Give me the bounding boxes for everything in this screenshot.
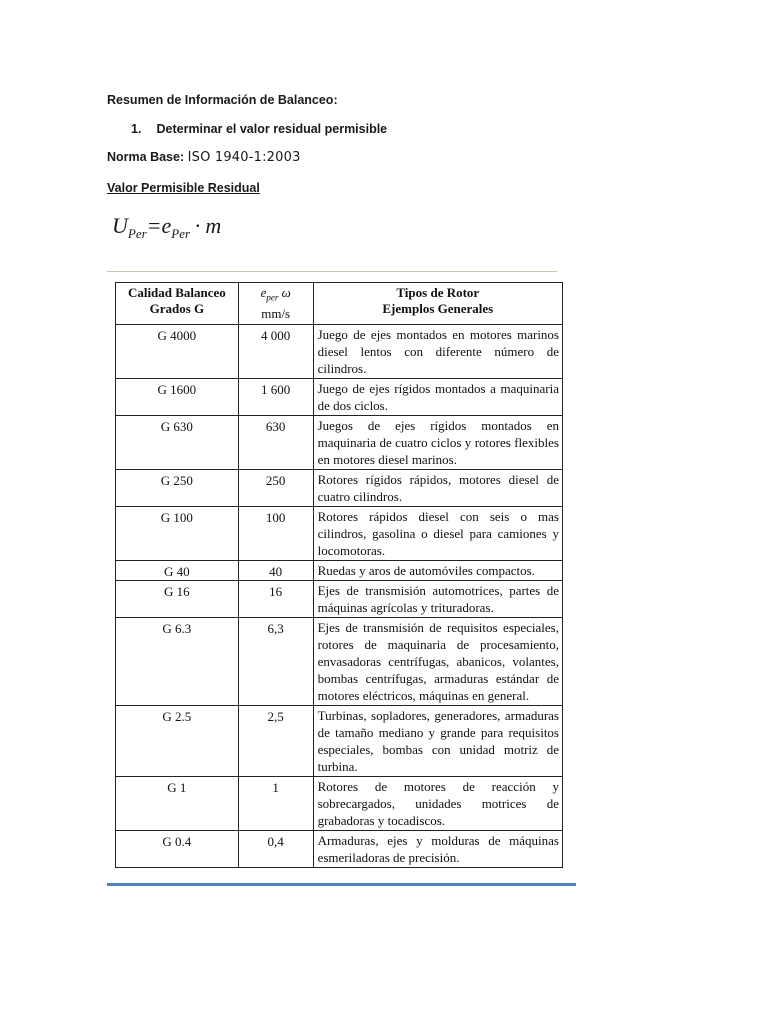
summary-heading: Resumen de Información de Balanceo: (107, 93, 338, 107)
formula-e: e (161, 213, 172, 238)
value-cell: 1 (238, 776, 313, 830)
grade-cell: G 1600 (116, 378, 239, 415)
list-item-text: Determinar el valor residual permisible (156, 122, 388, 136)
header-types-line2: Ejemplos Generales (382, 301, 494, 316)
list-number: 1. (131, 122, 142, 136)
residual-formula: $U_{Per}=e_{Per} \cdot m$ (112, 213, 222, 241)
value-cell: 1 600 (238, 378, 313, 415)
balance-grade-table (115, 282, 563, 868)
value-cell: 630 (238, 415, 313, 469)
description-cell: Ejes de transmisión automotrices, partes de máquinas agrícolas y trituradoras. (313, 580, 562, 617)
description-cell: Rotores rígidos rápidos, motores diesel de cuatro cilindros. (313, 469, 562, 506)
value-cell: 250 (238, 469, 313, 506)
grade-cell: G 630 (116, 415, 239, 469)
header-speed (238, 283, 313, 325)
table-row (116, 776, 563, 830)
table-row (116, 415, 563, 469)
description-cell: Juegos de ejes rígidos montados en maquinaria de cuatro ciclos y rotores flexibles en motores diesel marinos. (313, 415, 562, 469)
description-cell: Juego de ejes montados en motores marinos diesel lentos con diferente número de cilindros. (313, 324, 562, 378)
formula-m: m (205, 213, 222, 238)
table-row (116, 830, 563, 867)
table-row (116, 469, 563, 506)
grade-cell: G 4000 (116, 324, 239, 378)
description-cell: Juego de ejes rígidos montados a maquinaria de dos ciclos. (313, 378, 562, 415)
header-grade-line2: Grados G (149, 301, 205, 316)
description-cell: Rotores rápidos diesel con seis o mas cilindros, gasolina o diesel para camiones y locomotoras. (313, 506, 562, 560)
value-cell: 16 (238, 580, 313, 617)
formula-dot: · (194, 213, 202, 238)
list-item-1 (131, 122, 387, 136)
header-speed-line1 (241, 285, 311, 306)
grade-cell: G 0.4 (116, 830, 239, 867)
table-header-row (116, 283, 563, 325)
grade-cell: G 100 (116, 506, 239, 560)
value-cell: 100 (238, 506, 313, 560)
grade-cell: G 16 (116, 580, 239, 617)
formula-e-sub: Per (171, 226, 191, 241)
table-row (116, 506, 563, 560)
header-types-line1: Tipos de Rotor (396, 285, 480, 300)
table-row (116, 324, 563, 378)
grade-cell: G 40 (116, 560, 239, 580)
formula-u-sub: Per (127, 226, 147, 241)
description-cell: Ejes de transmisión de requisitos especiales, rotores de maquinaria de procesamiento, envasadoras centrífugas, abanicos, volantes, bombas centrífugas, armaduras estándar de motores eléctricos, máquinas en general. (313, 617, 562, 705)
separator-line (107, 271, 557, 272)
formula-u: U (112, 213, 128, 238)
header-grade (116, 283, 239, 325)
header-speed-e: e (260, 285, 267, 300)
norma-base (107, 150, 301, 165)
header-speed-line2: mm/s (261, 305, 291, 321)
table-row (116, 580, 563, 617)
grade-cell: G 1 (116, 776, 239, 830)
table-row (116, 560, 563, 580)
description-cell: Armaduras, ejes y molduras de máquinas esmeriladoras de precisión. (313, 830, 562, 867)
grade-cell: G 6.3 (116, 617, 239, 705)
grade-cell: G 250 (116, 469, 239, 506)
value-cell: 4 000 (238, 324, 313, 378)
description-cell: Ruedas y aros de automóviles compactos. (313, 560, 562, 580)
value-cell: 6,3 (238, 617, 313, 705)
value-cell: 2,5 (238, 705, 313, 776)
header-speed-sub: per (266, 292, 279, 303)
norma-value: ISO 1940-1:2003 (187, 150, 301, 165)
header-types (313, 283, 562, 325)
norma-label: Norma Base: (107, 150, 185, 164)
header-grade-line1: Calidad Balanceo (127, 285, 226, 300)
table-row (116, 378, 563, 415)
header-speed-omega: ω (281, 285, 291, 300)
table-row (116, 617, 563, 705)
table-row (116, 705, 563, 776)
value-cell: 40 (238, 560, 313, 580)
grade-cell: G 2.5 (116, 705, 239, 776)
bottom-border-line (107, 883, 576, 886)
value-cell: 0,4 (238, 830, 313, 867)
description-cell: Turbinas, sopladores, generadores, armaduras de tamaño mediano y grande para requisitos especiales, bombas con unidad motriz de turbina. (313, 705, 562, 776)
description-cell: Rotores de motores de reacción y sobrecargados, unidades motrices de grabadoras y tocadiscos. (313, 776, 562, 830)
valor-permisible-heading: Valor Permisible Residual (107, 181, 260, 195)
